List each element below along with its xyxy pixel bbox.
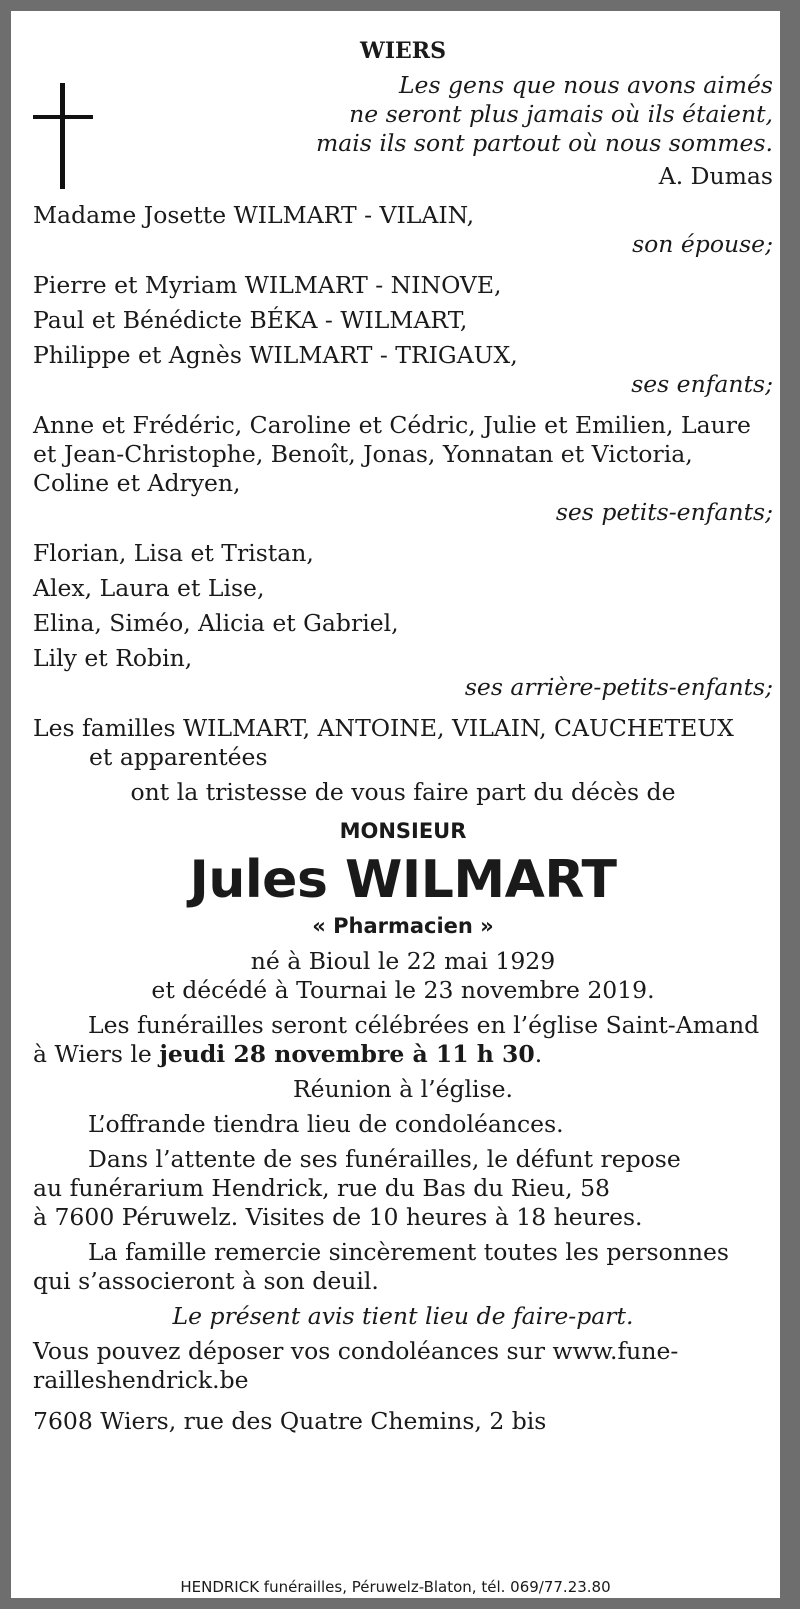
spouse-role: son épouse; (632, 230, 773, 258)
families-line: et apparentées (89, 743, 268, 771)
funeral-date-line (33, 1040, 773, 1069)
thanks-line: qui s’associeront à son deuil. (33, 1267, 379, 1295)
grandchildren-line: Coline et Adryen, (33, 469, 241, 497)
great-grandchild-name: Alex, Laura et Lise, (33, 574, 265, 602)
address-line: 7608 Wiers, rue des Quatre Chemins, 2 bis (33, 1407, 547, 1435)
obituary-card (11, 11, 780, 1598)
condolences-link[interactable]: railleshendrick.be (33, 1366, 249, 1394)
spouse-name: Madame Josette WILMART - VILAIN, (33, 201, 475, 229)
obituary-content (33, 37, 773, 1436)
town-heading: WIERS (360, 38, 446, 64)
funeral-date-suffix: . (534, 1040, 543, 1068)
great-grandchild-name: Lily et Robin, (33, 644, 193, 672)
grandchildren-line: Anne et Frédéric, Caroline et Cédric, Julie et Emilien, Laure (33, 411, 751, 439)
epigraph-line: ne seront plus jamais où ils étaient, (349, 100, 773, 128)
child-name: Paul et Bénédicte BÉKA - WILMART, (33, 306, 468, 334)
grandchildren-line: et Jean-Christophe, Benoît, Jonas, Yonnatan et Victoria, (33, 440, 693, 468)
great-grandchild-name: Elina, Siméo, Alicia et Gabriel, (33, 609, 399, 637)
epigraph-line: Les gens que nous avons aimés (398, 71, 773, 99)
deceased-name: Jules WILMART (189, 850, 617, 910)
child-name: Pierre et Myriam WILMART - NINOVE, (33, 271, 502, 299)
reunion-line: Réunion à l’église. (292, 1075, 514, 1103)
notice-line: Le présent avis tient lieu de faire-part. (172, 1302, 634, 1330)
profession: « Pharmacien » (312, 914, 494, 938)
birth-line: né à Bioul le 22 mai 1929 (250, 947, 556, 975)
announce-line: ont la tristesse de vous faire part du décès de (130, 778, 676, 806)
condolences-line: Vous pouvez déposer vos condoléances sur www.fune- (33, 1337, 679, 1365)
thanks-line: La famille remercie sincèrement toutes les personnes (88, 1238, 729, 1266)
great-grandchildren-role: ses arrière-petits-enfants; (464, 673, 773, 701)
grandchildren-role: ses petits-enfants; (555, 498, 773, 526)
repose-line: Dans l’attente de ses funérailles, le défunt repose (88, 1145, 681, 1173)
epigraph-line: mais ils sont partout où nous sommes. (316, 129, 773, 157)
funeral-date-prefix: à Wiers le (33, 1040, 160, 1068)
title-monsieur: MONSIEUR (339, 819, 467, 843)
repose-line: au funérarium Hendrick, rue du Bas du Rieu, 58 (33, 1174, 610, 1202)
death-line: et décédé à Tournai le 23 novembre 2019. (151, 976, 655, 1004)
child-name: Philippe et Agnès WILMART - TRIGAUX, (33, 341, 518, 369)
epigraph (33, 71, 773, 158)
offering-line: L’offrande tiendra lieu de condoléances. (88, 1110, 564, 1138)
funeral-line: Les funérailles seront célébrées en l’église Saint-Amand (88, 1011, 760, 1039)
families-line: Les familles WILMART, ANTOINE, VILAIN, CAUCHETEUX (33, 714, 734, 742)
footer-credit: HENDRICK funérailles, Péruwelz-Blaton, tél. 069/77.23.80 (180, 1578, 611, 1596)
children-role: ses enfants; (631, 370, 773, 398)
great-grandchild-name: Florian, Lisa et Tristan, (33, 539, 314, 567)
repose-line: à 7600 Péruwelz. Visites de 10 heures à 18 heures. (33, 1203, 643, 1231)
epigraph-author: A. Dumas (658, 162, 773, 190)
funeral-date: jeudi 28 novembre à 11 h 30 (159, 1040, 535, 1068)
